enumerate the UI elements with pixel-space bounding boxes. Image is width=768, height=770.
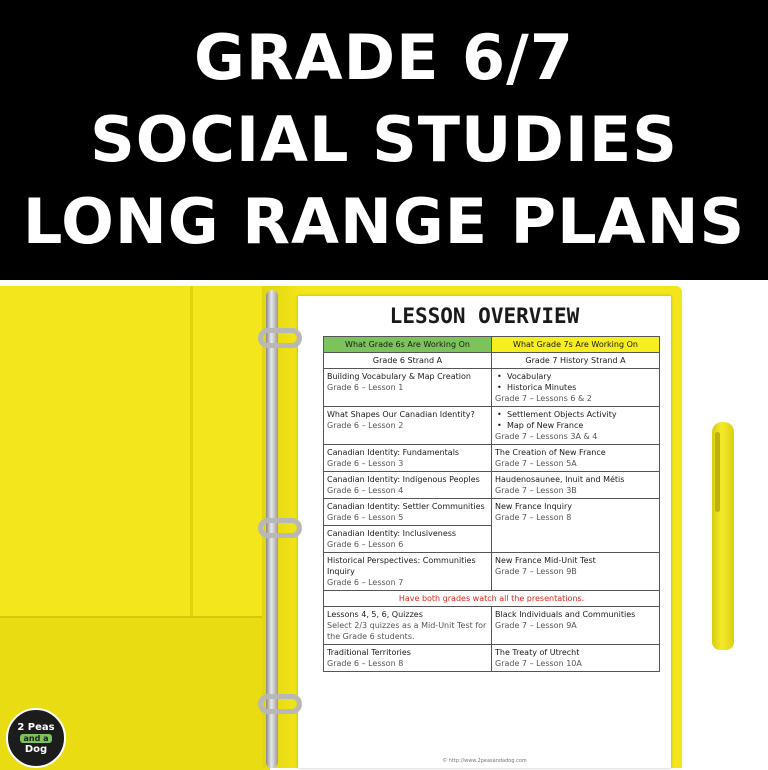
lesson-number: Grade 6 – Lesson 1 <box>327 383 404 392</box>
lesson-title: What Shapes Our Canadian Identity? <box>327 410 475 419</box>
logo-line-3: Dog <box>24 743 48 755</box>
grade6-strand: Grade 6 Strand A <box>324 353 492 369</box>
lesson-number: Grade 6 – Lesson 6 <box>327 540 404 549</box>
grade7-cell <box>492 407 660 445</box>
table-row <box>324 472 660 499</box>
lesson-number: Grade 7 – Lesson 8 <box>495 513 572 522</box>
table-header-row <box>324 337 660 353</box>
table-row <box>324 553 660 591</box>
grade7-cell <box>492 445 660 472</box>
lesson-title: Traditional Territories <box>327 648 411 657</box>
grade6-cell <box>324 607 492 645</box>
lesson-title: Building Vocabulary & Map Creation <box>327 372 471 381</box>
grade7-strand: Grade 7 History Strand A <box>492 353 660 369</box>
lesson-title: New France Mid-Unit Test <box>495 556 596 565</box>
lesson-title: Canadian Identity: Settler Communities <box>327 502 485 511</box>
brand-logo <box>6 708 66 768</box>
lesson-number: Grade 7 – Lesson 10A <box>495 659 582 668</box>
bullet-item: • Map of New France <box>495 420 656 431</box>
lesson-overview-page <box>298 296 671 768</box>
bullet-item: • Historica Minutes <box>495 382 656 393</box>
lesson-number: Grade 6 – Lesson 7 <box>327 578 404 587</box>
table-row <box>324 499 660 526</box>
table-row <box>324 445 660 472</box>
lesson-overview-table <box>323 336 660 672</box>
lesson-number: Grade 7 – Lesson 5A <box>495 459 577 468</box>
grade7-cell <box>492 553 660 591</box>
lesson-title: Canadian Identity: Fundamentals <box>327 448 460 457</box>
lesson-number: Grade 7 – Lessons 3A & 4 <box>495 432 598 441</box>
lesson-title: Black Individuals and Communities <box>495 610 636 619</box>
lesson-number: Grade 6 – Lesson 2 <box>327 421 404 430</box>
logo-line-1: 2 Peas <box>17 721 55 733</box>
banner-line-3: LONG RANGE PLANS <box>22 185 746 258</box>
yellow-pen <box>712 422 734 650</box>
table-row <box>324 407 660 445</box>
product-photo <box>0 280 768 768</box>
strand-row <box>324 353 660 369</box>
grade7-cell <box>492 645 660 672</box>
grade7-header: What Grade 7s Are Working On <box>492 337 660 353</box>
binder-ring-icon <box>258 518 302 538</box>
grade7-cell <box>492 607 660 645</box>
lesson-title: Historical Perspectives: Communities Inquiry <box>327 556 476 576</box>
lesson-title: Haudenosaunee, Inuit and Métis <box>495 475 625 484</box>
bullet-item: • Settlement Objects Activity <box>495 409 656 420</box>
grade6-header: What Grade 6s Are Working On <box>324 337 492 353</box>
grade6-cell <box>324 526 492 553</box>
lesson-number: Grade 7 – Lesson 3B <box>495 486 577 495</box>
lesson-title: Canadian Identity: Indigenous Peoples <box>327 475 480 484</box>
grade6-cell <box>324 407 492 445</box>
grade6-cell <box>324 553 492 591</box>
grade6-cell <box>324 369 492 407</box>
lesson-number: Grade 6 – Lesson 5 <box>327 513 404 522</box>
grade6-cell <box>324 499 492 526</box>
lesson-title: New France Inquiry <box>495 502 572 511</box>
lesson-number: Grade 6 – Lesson 3 <box>327 459 404 468</box>
lesson-title: The Creation of New France <box>495 448 606 457</box>
presentation-note: Have both grades watch all the presentations. <box>324 591 660 607</box>
lesson-title: The Treaty of Utrecht <box>495 648 580 657</box>
lesson-title: Canadian Identity: Inclusiveness <box>327 529 457 538</box>
table-row <box>324 369 660 407</box>
lesson-title: Lessons 4, 5, 6, Quizzes <box>327 610 423 619</box>
grade7-cell <box>492 472 660 499</box>
note-row <box>324 591 660 607</box>
lesson-number: Grade 7 – Lessons 6 & 2 <box>495 394 592 403</box>
banner-line-2: SOCIAL STUDIES <box>90 103 678 176</box>
lesson-number: Grade 6 – Lesson 8 <box>327 659 404 668</box>
logo-line-2: and a <box>20 734 51 743</box>
binder-ring-icon <box>258 694 302 714</box>
grade7-cell <box>492 369 660 407</box>
table-row <box>324 645 660 672</box>
banner-line-1: GRADE 6/7 <box>194 21 574 94</box>
lesson-number: Grade 7 – Lesson 9B <box>495 567 577 576</box>
grade7-cell <box>492 499 660 553</box>
binder-ring-icon <box>258 328 302 348</box>
grade6-cell <box>324 472 492 499</box>
bullet-item: • Vocabulary <box>495 371 656 382</box>
lesson-number: Grade 6 – Lesson 4 <box>327 486 404 495</box>
footer-url: © http://www.2peasandadog.com <box>442 758 527 764</box>
grade6-cell <box>324 645 492 672</box>
title-banner <box>0 0 768 280</box>
lesson-number: Select 2/3 quizzes as a Mid-Unit Test for the Grade 6 students. <box>327 621 487 641</box>
grade6-cell <box>324 445 492 472</box>
pen-clip <box>715 432 720 512</box>
lesson-number: Grade 7 – Lesson 9A <box>495 621 577 630</box>
page-title: LESSON OVERVIEW <box>389 304 580 328</box>
table-row <box>324 607 660 645</box>
